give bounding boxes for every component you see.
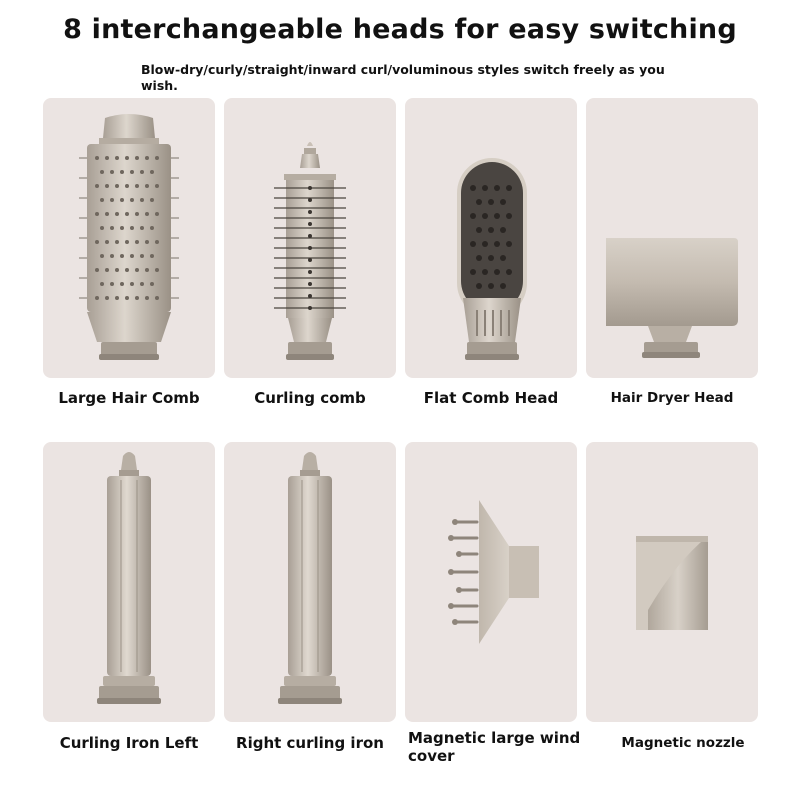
page-subtitle: Blow-dry/curly/straight/inward curl/voluminous styles switch freely as you wish. — [141, 62, 665, 93]
product-label-curling-iron-left: Curling Iron Left — [59, 734, 199, 752]
flat-comb-head-icon — [405, 98, 577, 378]
product-card-curling-iron-left — [43, 442, 215, 722]
curling-iron-left-icon — [43, 442, 215, 722]
product-label-magnetic-large-wind-cover: Magnetic large wind cover — [408, 729, 581, 765]
product-label-hair-dryer-head: Hair Dryer Head — [610, 390, 734, 406]
product-card-large-hair-comb — [43, 98, 215, 378]
product-label-large-hair-comb: Large Hair Comb — [58, 389, 200, 407]
page-title: 8 interchangeable heads for easy switching — [63, 14, 737, 45]
product-card-curling-comb — [224, 98, 396, 378]
product-label-magnetic-nozzle: Magnetic nozzle — [621, 735, 745, 751]
product-card-right-curling-iron — [224, 442, 396, 722]
curling-comb-icon — [224, 98, 396, 378]
large-hair-comb-icon — [43, 98, 215, 378]
product-label-flat-comb-head: Flat Comb Head — [423, 389, 559, 407]
product-label-curling-comb: Curling comb — [254, 389, 366, 407]
hair-dryer-head-icon — [586, 98, 758, 378]
product-card-magnetic-large-wind-cover — [405, 442, 577, 722]
magnetic-nozzle-icon — [586, 442, 758, 722]
magnetic-wind-cover-icon — [405, 442, 577, 722]
product-card-hair-dryer-head — [586, 98, 758, 378]
curling-iron-right-icon — [224, 442, 396, 722]
product-label-right-curling-iron: Right curling iron — [236, 734, 384, 752]
product-card-flat-comb-head — [405, 98, 577, 378]
product-card-magnetic-nozzle — [586, 442, 758, 722]
